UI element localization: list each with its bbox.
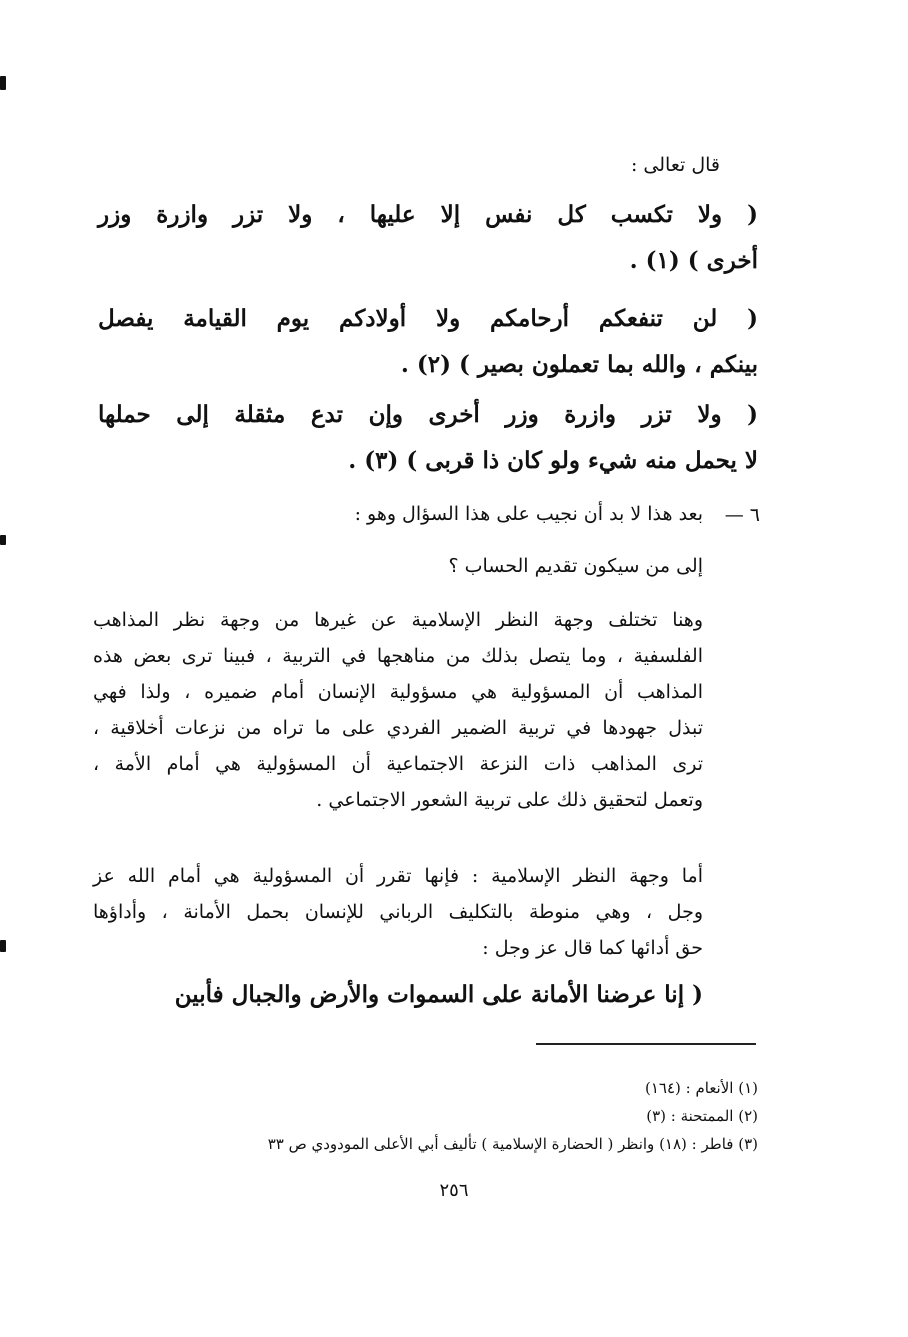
- quran-verse-4: [93, 972, 703, 1018]
- verse-line: بينكم ، والله بما تعملون بصير ) (٢) .: [400, 351, 758, 378]
- footnote: (٢) الممتحنة : (٣): [646, 1107, 758, 1125]
- verse-line: ( إنا عرضنا الأمانة على السموات والأرض والجبال فأبين: [174, 981, 703, 1008]
- paragraph-1: [93, 602, 703, 818]
- verse-intro-text: قال تعالى :: [630, 154, 720, 176]
- paragraph-line: المذاهب أن المسؤولية هي مسؤولية الإنسان أمام ضميره ، ولذا فهي: [93, 681, 703, 703]
- footnote: (٣) فاطر : (١٨) وانظر ( الحضارة الإسلامية ) تأليف أبي الأعلى المودودي ص ٣٣: [267, 1135, 758, 1153]
- point-6-heading: [143, 496, 703, 532]
- paragraph-line: وهنا تختلف وجهة النظر الإسلامية عن غيرها من وجهة نظر المذاهب: [93, 609, 703, 631]
- page-number: ٢٥٦: [439, 1180, 469, 1201]
- margin-mark: [0, 535, 6, 545]
- paragraph-line: وتعمل لتحقيق ذلك على تربية الشعور الاجتماعي .: [316, 789, 703, 811]
- verse-line: أخرى ) (١) .: [629, 247, 758, 274]
- point-number: ٦ —: [724, 504, 760, 526]
- verse-line: لا يحمل منه شيء ولو كان ذا قربى ) (٣) .: [348, 447, 758, 474]
- quran-verse-2: [98, 296, 758, 388]
- margin-mark: [0, 76, 6, 90]
- quran-verse-3: [98, 392, 758, 484]
- verse-line: ( ولا تكسب كل نفس إلا عليها ، ولا تزر وازرة وزر: [98, 201, 758, 228]
- margin-mark: [0, 940, 6, 952]
- paragraph-line: الفلسفية ، وما يتصل بذلك من مناهجها في التربية ، فبينا ترى بعض هذه: [93, 645, 703, 667]
- paragraph-line: أما وجهة النظر الإسلامية : فإنها تقرر أن المسؤولية هي أمام الله عز: [93, 865, 703, 887]
- quran-verse-1: [98, 192, 758, 284]
- paragraph-2: [93, 858, 703, 966]
- question-text: إلى من سيكون تقديم الحساب ؟: [448, 555, 703, 577]
- verse-line: ( ولا تزر وازرة وزر أخرى وإن تدع مثقلة إلى حملها: [98, 401, 758, 428]
- paragraph-line: حق أدائها كما قال عز وجل :: [482, 937, 703, 959]
- verse-intro: [520, 150, 720, 180]
- paragraph-line: وجل ، وهي منوطة بالتكليف الرباني للإنسان بحمل الأمانة ، وأداؤها: [93, 901, 703, 923]
- footnote-divider: [536, 1043, 756, 1045]
- paragraph-line: تبذل جهودها في تربية الضمير الفردي على ما تراه من نزعات أخلاقية ،: [93, 717, 703, 739]
- paragraph-line: ترى المذاهب ذات النزعة الاجتماعية أن المسؤولية هي أمام الأمة ،: [93, 753, 703, 775]
- point-6-text: بعد هذا لا بد أن نجيب على هذا السؤال وهو :: [354, 503, 703, 525]
- question-line: [93, 548, 703, 584]
- verse-line: ( لن تنفعكم أرحامكم ولا أولادكم يوم القيامة يفصل: [98, 305, 758, 332]
- footnotes: [118, 1074, 758, 1158]
- footnote: (١) الأنعام : (١٦٤): [644, 1079, 758, 1097]
